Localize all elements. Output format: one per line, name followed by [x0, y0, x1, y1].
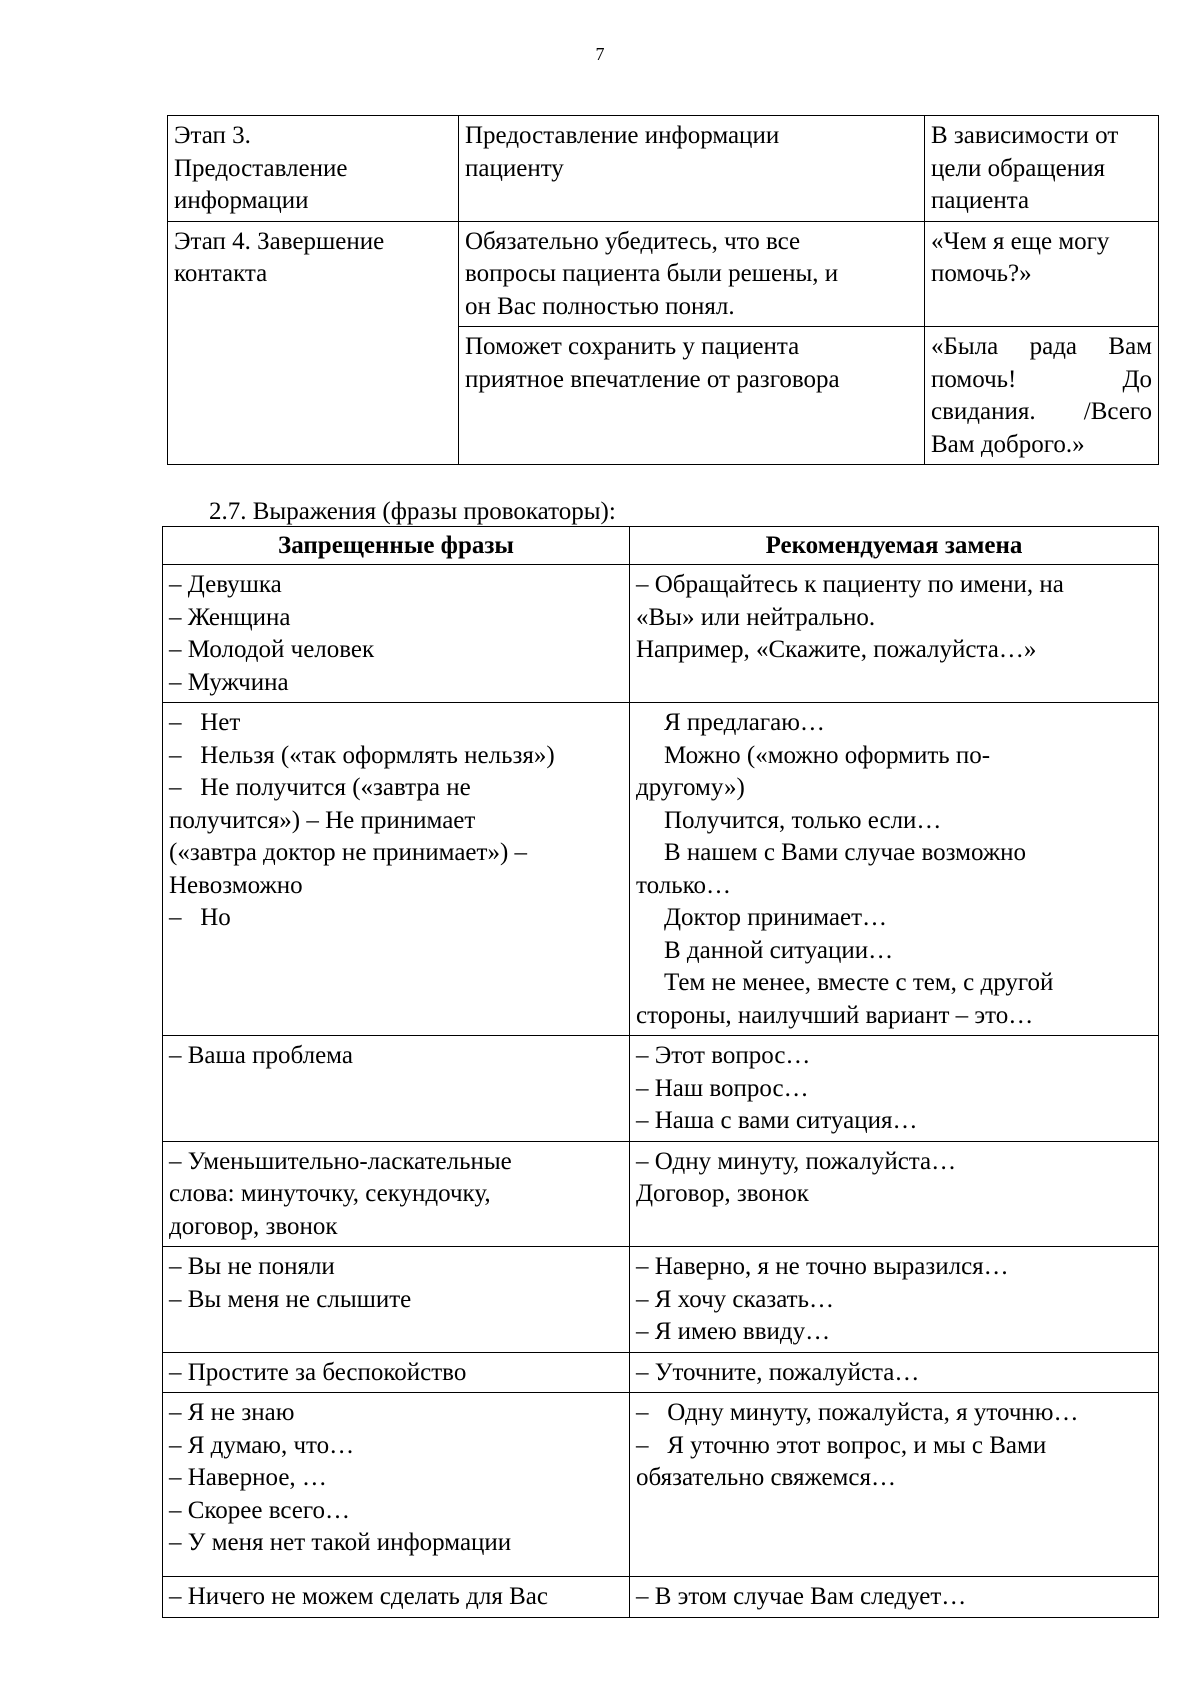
phrases-table	[162, 526, 1159, 1618]
recommended-phrase: стороны, наилучший вариант – это…	[636, 1001, 1034, 1029]
forbidden-phrase: – Ничего не можем сделать для Вас	[169, 1583, 548, 1610]
recommended-phrase: – Одну минуту, пожалуйста, я уточню…	[636, 1399, 1079, 1426]
stage-text: информации	[174, 187, 309, 214]
stage-text: Предоставление	[174, 154, 348, 182]
recommended-phrase: – Я уточню этот вопрос, и мы с Вами	[636, 1431, 1047, 1459]
recommended-phrase: – Одну минуту, пожалуйста…	[636, 1147, 957, 1175]
example-text: Вам доброго.»	[931, 430, 1085, 458]
recommended-phrase: обязательно свяжемся…	[636, 1464, 896, 1491]
recommended-phrase: – Обращайтесь к пациенту по имени, на	[636, 571, 1064, 598]
stage-table	[167, 115, 1159, 465]
forbidden-cell	[163, 1352, 630, 1393]
forbidden-cell	[163, 1247, 630, 1353]
stage-text: Этап 4. Завершение	[174, 227, 385, 255]
recommended-phrase: – Наша с вами ситуация…	[636, 1107, 918, 1134]
forbidden-phrase: – Молодой человек	[169, 636, 375, 663]
recommended-phrase: – Наш вопрос…	[636, 1074, 809, 1102]
stage-text: Этап 3.	[174, 122, 251, 149]
forbidden-cell	[163, 703, 630, 1036]
column-header-recommended: Рекомендуемая замена	[630, 527, 1159, 565]
recommended-phrase: – Я хочу сказать…	[636, 1285, 835, 1313]
recommended-phrase: В данной ситуации…	[664, 936, 894, 964]
recommended-phrase: «Вы» или нейтрально.	[636, 603, 876, 631]
recommended-phrase: Получится, только если…	[664, 806, 942, 834]
description-cell	[459, 116, 925, 222]
description-text: вопросы пациента были решены, и	[465, 260, 839, 287]
forbidden-cell	[163, 1036, 630, 1142]
example-text: свидания. /Всего	[931, 398, 1152, 425]
description-text: Поможет сохранить у пациента	[465, 333, 800, 360]
recommended-phrase: Можно («можно оформить по-	[664, 741, 991, 769]
forbidden-cell	[163, 1393, 630, 1577]
example-text: помочь?»	[931, 260, 1032, 287]
table-header-row	[163, 527, 1159, 565]
table-row	[168, 116, 1159, 222]
description-text: пациенту	[465, 154, 564, 182]
recommended-cell	[630, 703, 1159, 1036]
recommended-phrase: Тем не менее, вместе с тем, с другой	[664, 969, 1054, 996]
recommended-cell	[630, 1036, 1159, 1142]
description-text: он Вас полностью понял.	[465, 292, 735, 320]
stage-text: контакта	[174, 260, 268, 287]
forbidden-phrase: – Мужчина	[169, 668, 289, 696]
recommended-phrase: другому»)	[636, 774, 745, 801]
forbidden-phrase: – Девушка	[169, 571, 282, 598]
forbidden-phrase: – Простите за беспокойство	[169, 1358, 467, 1386]
table-row	[163, 1577, 1159, 1618]
example-text: помочь! До	[931, 365, 1152, 393]
description-cell	[459, 221, 925, 327]
recommended-cell	[630, 1352, 1159, 1393]
table-row	[163, 565, 1159, 703]
recommended-cell	[630, 1141, 1159, 1247]
recommended-cell	[630, 1247, 1159, 1353]
recommended-cell	[630, 1577, 1159, 1618]
recommended-phrase: Я предлагаю…	[664, 709, 825, 736]
forbidden-cell	[163, 1577, 630, 1618]
forbidden-cell	[163, 1141, 630, 1247]
recommended-cell	[630, 1393, 1159, 1577]
recommended-phrase: – Наверно, я не точно выразился…	[636, 1253, 1009, 1280]
forbidden-phrase: – Не получится («завтра не	[169, 774, 471, 801]
recommended-cell	[630, 565, 1159, 703]
forbidden-phrase: – Но	[169, 904, 231, 931]
recommended-phrase: – Я имею ввиду…	[636, 1318, 831, 1345]
forbidden-phrase: – Нельзя («так оформлять нельзя»)	[169, 741, 555, 769]
forbidden-phrase: Невозможно	[169, 871, 303, 899]
stage-cell	[168, 221, 459, 465]
stage-cell	[168, 116, 459, 222]
example-text: «Чем я еще могу	[931, 227, 1110, 255]
forbidden-phrase: – Вы меня не слышите	[169, 1285, 412, 1313]
example-cell	[925, 221, 1159, 327]
column-header-forbidden: Запрещенные фразы	[163, 527, 630, 565]
example-text: пациента	[931, 187, 1030, 214]
forbidden-phrase: – Уменьшительно-ласкательные	[169, 1147, 512, 1175]
table-row	[163, 1247, 1159, 1353]
description-cell	[459, 327, 925, 465]
page-number: 7	[595, 44, 605, 64]
table-row	[163, 1036, 1159, 1142]
forbidden-phrase: слова: минуточку, секундочку,	[169, 1180, 491, 1207]
recommended-phrase: Доктор принимает…	[664, 904, 887, 931]
table-row	[168, 221, 1159, 327]
example-text: цели обращения	[931, 154, 1105, 182]
description-text: приятное впечатление от разговора	[465, 365, 840, 393]
recommended-phrase: – Этот вопрос…	[636, 1042, 811, 1069]
section-heading: 2.7. Выражения (фразы провокаторы):	[209, 498, 616, 525]
forbidden-phrase: – Ваша проблема	[169, 1042, 353, 1069]
example-text: В зависимости от	[931, 122, 1119, 149]
forbidden-cell	[163, 565, 630, 703]
forbidden-phrase: («завтра доктор не принимает») –	[169, 839, 528, 866]
recommended-phrase: В нашем с Вами случае возможно	[664, 839, 1026, 866]
table-row	[163, 1141, 1159, 1247]
forbidden-phrase: – Наверное, …	[169, 1464, 327, 1491]
example-text: «Была рада Вам	[931, 333, 1152, 360]
description-text: Предоставление информации	[465, 122, 780, 149]
recommended-phrase: Договор, звонок	[636, 1180, 809, 1207]
forbidden-phrase: получится») – Не принимает	[169, 806, 476, 834]
forbidden-phrase: – Я не знаю	[169, 1399, 295, 1426]
table-row	[163, 1393, 1159, 1577]
forbidden-phrase: – Вы не поняли	[169, 1253, 335, 1280]
forbidden-phrase: – У меня нет такой информации	[169, 1529, 512, 1556]
forbidden-phrase: – Я думаю, что…	[169, 1431, 355, 1459]
forbidden-phrase: – Женщина	[169, 603, 291, 631]
recommended-phrase: Например, «Скажите, пожалуйста…»	[636, 636, 1037, 663]
table-row	[163, 703, 1159, 1036]
table-row	[163, 1352, 1159, 1393]
forbidden-phrase: – Скорее всего…	[169, 1496, 351, 1524]
recommended-phrase: – В этом случае Вам следует…	[636, 1583, 967, 1610]
forbidden-phrase: договор, звонок	[169, 1212, 338, 1240]
description-text: Обязательно убедитесь, что все	[465, 227, 801, 255]
example-cell	[925, 116, 1159, 222]
recommended-phrase: – Уточните, пожалуйста…	[636, 1358, 920, 1386]
forbidden-phrase: – Нет	[169, 709, 241, 736]
recommended-phrase: только…	[636, 871, 732, 899]
example-cell	[925, 327, 1159, 465]
